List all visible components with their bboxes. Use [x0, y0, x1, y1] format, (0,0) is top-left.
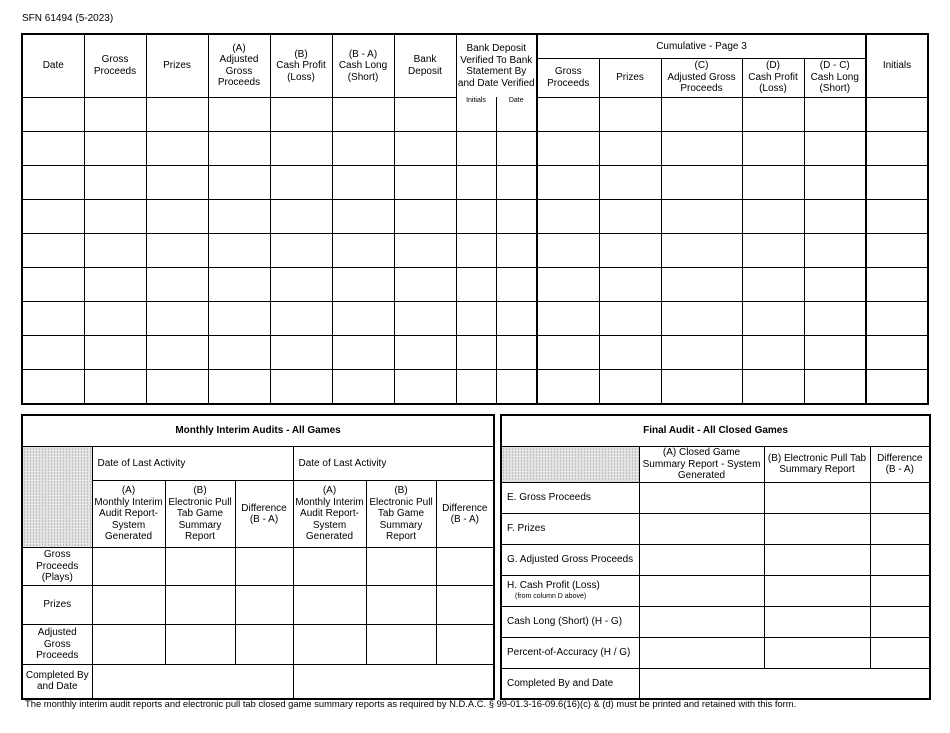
cell-cash-long[interactable] — [332, 97, 394, 131]
table-row — [22, 301, 928, 335]
cell[interactable] — [496, 335, 537, 369]
footer-note: The monthly interim audit reports and electronic pull tab closed game summary reports as required by N.D.A.C. § 99-01.3-16-09.6(16)(c) & (d) must be printed and retained with this form. — [25, 698, 797, 709]
header-cum-prizes: Prizes — [599, 58, 661, 97]
cell[interactable] — [742, 233, 804, 267]
cell[interactable] — [270, 369, 332, 404]
cell[interactable] — [639, 482, 764, 513]
header-ba-label: (B - A) — [348, 48, 378, 60]
table-row — [22, 625, 494, 665]
cell[interactable] — [764, 513, 870, 544]
table-row — [501, 637, 930, 668]
cell[interactable] — [208, 131, 270, 165]
cell[interactable] — [456, 233, 496, 267]
date-last-activity-2-label: Date of Last Activity — [298, 457, 387, 469]
cell[interactable] — [599, 165, 661, 199]
monthly-col-diff-1: Difference (B - A) — [235, 481, 293, 548]
cell[interactable] — [208, 301, 270, 335]
cell[interactable] — [332, 301, 394, 335]
cell[interactable] — [537, 369, 599, 404]
cell[interactable] — [742, 301, 804, 335]
header-dc-text: Cash Long (Short) — [810, 71, 859, 95]
cell[interactable] — [870, 637, 930, 668]
cell[interactable] — [537, 301, 599, 335]
cell[interactable] — [764, 606, 870, 637]
cell[interactable] — [804, 165, 866, 199]
subheader-initials: Initials — [466, 97, 486, 104]
header-c-label: (C) — [694, 60, 709, 72]
header-dc-label: (D - C) — [819, 60, 850, 72]
cell[interactable] — [456, 131, 496, 165]
cell[interactable] — [366, 548, 436, 586]
row-label-prizes: Prizes — [22, 586, 92, 625]
cell[interactable] — [456, 369, 496, 404]
cell[interactable] — [208, 267, 270, 301]
cell[interactable] — [866, 301, 928, 335]
table-row — [22, 548, 494, 586]
shaded-corner — [501, 447, 639, 483]
cell[interactable] — [436, 586, 494, 625]
cell[interactable] — [866, 165, 928, 199]
table-row — [22, 131, 928, 165]
cell[interactable] — [599, 267, 661, 301]
cell-cum-cash-profit[interactable] — [742, 97, 804, 131]
cell[interactable] — [639, 606, 764, 637]
date-last-activity-1-label: Date of Last Activity — [97, 457, 186, 469]
monthly-interim-audits-table — [21, 414, 495, 700]
cell-bank-initials[interactable] — [456, 97, 496, 131]
cell[interactable] — [496, 267, 537, 301]
final-col-a: (A) Closed Game Summary Report - System Generated — [639, 447, 764, 483]
cell[interactable] — [394, 369, 456, 404]
cell[interactable] — [870, 513, 930, 544]
header-adjusted-gross-a — [208, 34, 270, 97]
cell[interactable] — [639, 637, 764, 668]
cell[interactable] — [22, 165, 84, 199]
shaded-corner — [22, 447, 92, 548]
cell[interactable] — [537, 267, 599, 301]
cell[interactable] — [208, 335, 270, 369]
cell[interactable] — [84, 165, 146, 199]
header-initials: Initials — [866, 34, 928, 97]
final-col-b: (B) Electronic Pull Tab Summary Report — [764, 447, 870, 483]
monthly-col-a-text: Monthly Interim Audit Report-System Generated — [94, 496, 163, 543]
cell[interactable] — [599, 335, 661, 369]
cell[interactable] — [599, 233, 661, 267]
cell[interactable] — [496, 199, 537, 233]
cell[interactable] — [394, 131, 456, 165]
cell[interactable] — [496, 233, 537, 267]
cell[interactable] — [866, 369, 928, 404]
table-row — [501, 513, 930, 544]
cell[interactable] — [394, 233, 456, 267]
cell[interactable] — [332, 369, 394, 404]
cell[interactable] — [537, 131, 599, 165]
cell[interactable] — [661, 165, 742, 199]
row-label-f-prizes: F. Prizes — [501, 513, 639, 544]
final-title: Final Audit - All Closed Games — [501, 415, 930, 447]
date-last-activity-1[interactable] — [92, 447, 293, 481]
monthly-col-b-2 — [366, 481, 436, 548]
cell[interactable] — [537, 199, 599, 233]
cell[interactable] — [146, 199, 208, 233]
date-last-activity-2[interactable] — [293, 447, 494, 481]
cell[interactable] — [661, 199, 742, 233]
subheader-date: Date — [508, 97, 524, 104]
cell[interactable] — [332, 267, 394, 301]
cell[interactable] — [764, 482, 870, 513]
cell[interactable] — [496, 131, 537, 165]
cell[interactable] — [270, 301, 332, 335]
cell[interactable] — [22, 131, 84, 165]
cell[interactable] — [165, 625, 235, 665]
cell[interactable] — [92, 625, 165, 665]
cell[interactable] — [270, 233, 332, 267]
cell[interactable] — [742, 131, 804, 165]
cell[interactable] — [870, 482, 930, 513]
cell[interactable] — [742, 369, 804, 404]
header-cumulative: Cumulative - Page 3 — [537, 34, 866, 58]
cell[interactable] — [866, 233, 928, 267]
cell[interactable] — [804, 369, 866, 404]
cell[interactable] — [146, 301, 208, 335]
table-row — [22, 165, 928, 199]
table-row — [22, 586, 494, 625]
cell[interactable] — [394, 335, 456, 369]
cell[interactable] — [870, 544, 930, 575]
monthly-col-a-1 — [92, 481, 165, 548]
cell-cum-gross[interactable] — [537, 97, 599, 131]
cell[interactable] — [804, 267, 866, 301]
cell[interactable] — [165, 586, 235, 625]
cell[interactable] — [742, 267, 804, 301]
cell[interactable] — [804, 233, 866, 267]
cell[interactable] — [293, 548, 366, 586]
cell-cum-prizes[interactable] — [599, 97, 661, 131]
cell[interactable] — [84, 131, 146, 165]
cell[interactable] — [332, 131, 394, 165]
daily-log-table — [21, 33, 929, 405]
cell[interactable] — [293, 625, 366, 665]
cell[interactable] — [661, 301, 742, 335]
cell[interactable] — [764, 575, 870, 606]
cell-bank-date[interactable] — [496, 97, 537, 131]
cell[interactable] — [146, 369, 208, 404]
monthly-col-diff-2: Difference (B - A) — [436, 481, 494, 548]
cell[interactable] — [92, 586, 165, 625]
cell[interactable] — [866, 335, 928, 369]
cell[interactable] — [804, 301, 866, 335]
row-label-g-adjusted-gross: G. Adjusted Gross Proceeds — [501, 544, 639, 575]
cell-gross-proceeds[interactable] — [84, 97, 146, 131]
cell[interactable] — [639, 513, 764, 544]
cell[interactable] — [764, 637, 870, 668]
header-cum-adjusted-gross-c — [661, 58, 742, 97]
cell[interactable] — [146, 267, 208, 301]
monthly-col-b-label: (B) — [193, 485, 207, 497]
cell[interactable] — [537, 335, 599, 369]
cell[interactable] — [456, 165, 496, 199]
cell[interactable] — [332, 199, 394, 233]
cell[interactable] — [866, 267, 928, 301]
cell[interactable] — [599, 199, 661, 233]
cell[interactable] — [804, 131, 866, 165]
monthly-col-a-label: (A) — [121, 485, 136, 497]
cell[interactable] — [270, 131, 332, 165]
row-label-h-text: H. Cash Profit (Loss) — [507, 580, 600, 592]
cell-bank-deposit[interactable] — [394, 97, 456, 131]
cell[interactable] — [208, 199, 270, 233]
header-date: Date — [22, 34, 84, 97]
header-cum-cash-profit-d — [742, 58, 804, 97]
cell[interactable] — [92, 548, 165, 586]
header-cash-long-ba — [332, 34, 394, 97]
cell-date[interactable] — [22, 97, 84, 131]
cell[interactable] — [599, 301, 661, 335]
cell[interactable] — [270, 165, 332, 199]
cell[interactable] — [208, 165, 270, 199]
table-row — [22, 233, 928, 267]
cell[interactable] — [661, 233, 742, 267]
cell[interactable] — [537, 233, 599, 267]
cell[interactable] — [146, 131, 208, 165]
cell[interactable] — [270, 199, 332, 233]
table-row — [501, 544, 930, 575]
cell[interactable] — [22, 233, 84, 267]
cell[interactable] — [599, 131, 661, 165]
cell[interactable] — [394, 199, 456, 233]
cell[interactable] — [742, 199, 804, 233]
cell[interactable] — [456, 199, 496, 233]
table-row — [22, 199, 928, 233]
monthly-col-b-text: Electronic Pull Tab Game Summary Report — [168, 496, 232, 543]
cell[interactable] — [22, 267, 84, 301]
table-row — [501, 482, 930, 513]
cell[interactable] — [804, 199, 866, 233]
cell[interactable] — [661, 335, 742, 369]
header-prizes: Prizes — [146, 34, 208, 97]
header-cum-gross-proceeds: Gross Proceeds — [537, 58, 599, 97]
monthly-col-b-text: Electronic Pull Tab Game Summary Report — [369, 496, 433, 543]
cell[interactable] — [165, 548, 235, 586]
cell[interactable] — [456, 301, 496, 335]
cell[interactable] — [22, 335, 84, 369]
table-row — [22, 267, 928, 301]
header-cum-cash-long-dc — [804, 58, 866, 97]
cell[interactable] — [870, 606, 930, 637]
cell[interactable] — [22, 301, 84, 335]
cell[interactable] — [146, 335, 208, 369]
cell[interactable] — [394, 267, 456, 301]
completed-by-cell-2[interactable] — [293, 665, 494, 699]
cell[interactable] — [332, 233, 394, 267]
cell[interactable] — [436, 548, 494, 586]
cell-adjusted-gross[interactable] — [208, 97, 270, 131]
cell[interactable] — [84, 369, 146, 404]
table-row — [501, 575, 930, 606]
cell[interactable] — [394, 301, 456, 335]
cell[interactable] — [870, 575, 930, 606]
cell[interactable] — [146, 165, 208, 199]
cell[interactable] — [146, 233, 208, 267]
cell[interactable] — [332, 165, 394, 199]
cell[interactable] — [742, 335, 804, 369]
final-col-diff: Difference (B - A) — [870, 447, 930, 483]
cell[interactable] — [84, 199, 146, 233]
cell-cum-cash-long[interactable] — [804, 97, 866, 131]
cell[interactable] — [270, 335, 332, 369]
cell[interactable] — [639, 575, 764, 606]
row-label-adjusted-gross: Adjusted Gross Proceeds — [22, 625, 92, 665]
cell[interactable] — [537, 165, 599, 199]
table-row — [501, 668, 930, 699]
row-label-cash-long: Cash Long (Short) (H - G) — [501, 606, 639, 637]
row-label-h-note: (from column D above) — [515, 592, 587, 600]
monthly-title: Monthly Interim Audits - All Games — [22, 415, 494, 447]
cell[interactable] — [84, 267, 146, 301]
header-c-text: Adjusted Gross Proceeds — [667, 71, 736, 95]
monthly-col-a-2 — [293, 481, 366, 548]
form-id: SFN 61494 (5-2023) — [22, 13, 114, 24]
cell[interactable] — [456, 267, 496, 301]
cell[interactable] — [661, 131, 742, 165]
row-label-h-cash-profit — [501, 575, 639, 606]
table-row — [22, 97, 928, 131]
cell[interactable] — [496, 369, 537, 404]
cell[interactable] — [804, 335, 866, 369]
row-label-percent-accuracy: Percent-of-Accuracy (H / G) — [501, 637, 639, 668]
cell[interactable] — [639, 544, 764, 575]
cell[interactable] — [270, 267, 332, 301]
row-label-e-gross-proceeds: E. Gross Proceeds — [501, 482, 639, 513]
header-ba-text: Cash Long (Short) — [338, 60, 388, 83]
row-label-completed-by: Completed By and Date — [501, 668, 639, 699]
table-row — [22, 369, 928, 404]
cell[interactable] — [293, 586, 366, 625]
header-bank-verified: Bank Deposit Verified To Bank Statement By and Date Verified — [456, 34, 537, 97]
cell[interactable] — [866, 131, 928, 165]
table-row — [22, 335, 928, 369]
cell[interactable] — [332, 335, 394, 369]
cell[interactable] — [235, 625, 293, 665]
header-b-label: (B) — [294, 48, 308, 60]
cell[interactable] — [235, 548, 293, 586]
monthly-col-a-label: (A) — [322, 485, 337, 497]
header-gross-proceeds: Gross Proceeds — [84, 34, 146, 97]
monthly-col-b-label: (B) — [394, 485, 408, 497]
cell[interactable] — [84, 233, 146, 267]
cell[interactable] — [456, 335, 496, 369]
cell[interactable] — [84, 301, 146, 335]
header-d-label: (D) — [766, 60, 780, 72]
table-row — [501, 606, 930, 637]
header-d-text: Cash Profit (Loss) — [748, 71, 798, 95]
final-audit-table — [500, 414, 931, 700]
row-label-completed-by: Completed By and Date — [22, 665, 92, 699]
header-cash-profit-b — [270, 34, 332, 97]
row-label-gross-proceeds: Gross Proceeds (Plays) — [22, 548, 92, 586]
cell[interactable] — [394, 165, 456, 199]
cell[interactable] — [742, 165, 804, 199]
cell-initials[interactable] — [866, 97, 928, 131]
cell[interactable] — [366, 625, 436, 665]
cell[interactable] — [661, 267, 742, 301]
cell-prizes[interactable] — [146, 97, 208, 131]
cell[interactable] — [599, 369, 661, 404]
cell[interactable] — [208, 369, 270, 404]
cell-cum-adjusted[interactable] — [661, 97, 742, 131]
cell[interactable] — [496, 301, 537, 335]
cell[interactable] — [22, 369, 84, 404]
cell[interactable] — [661, 369, 742, 404]
cell[interactable] — [866, 199, 928, 233]
monthly-col-b-1 — [165, 481, 235, 548]
cell[interactable] — [764, 544, 870, 575]
cell-cash-profit[interactable] — [270, 97, 332, 131]
cell[interactable] — [235, 586, 293, 625]
table-row — [22, 665, 494, 699]
cell[interactable] — [22, 199, 84, 233]
cell[interactable] — [496, 165, 537, 199]
header-bank-deposit: Bank Deposit — [394, 34, 456, 97]
header-a-text: Adjusted Gross Proceeds — [217, 54, 261, 89]
completed-by-cell-1[interactable] — [92, 665, 293, 699]
header-b-text: Cash Profit (Loss) — [276, 60, 326, 83]
cell[interactable] — [436, 625, 494, 665]
header-a-label: (A) — [232, 42, 246, 54]
cell[interactable] — [366, 586, 436, 625]
cell[interactable] — [84, 335, 146, 369]
monthly-col-a-text: Monthly Interim Audit Report-System Generated — [295, 496, 364, 543]
completed-by-cell[interactable] — [639, 668, 930, 699]
cell[interactable] — [208, 233, 270, 267]
